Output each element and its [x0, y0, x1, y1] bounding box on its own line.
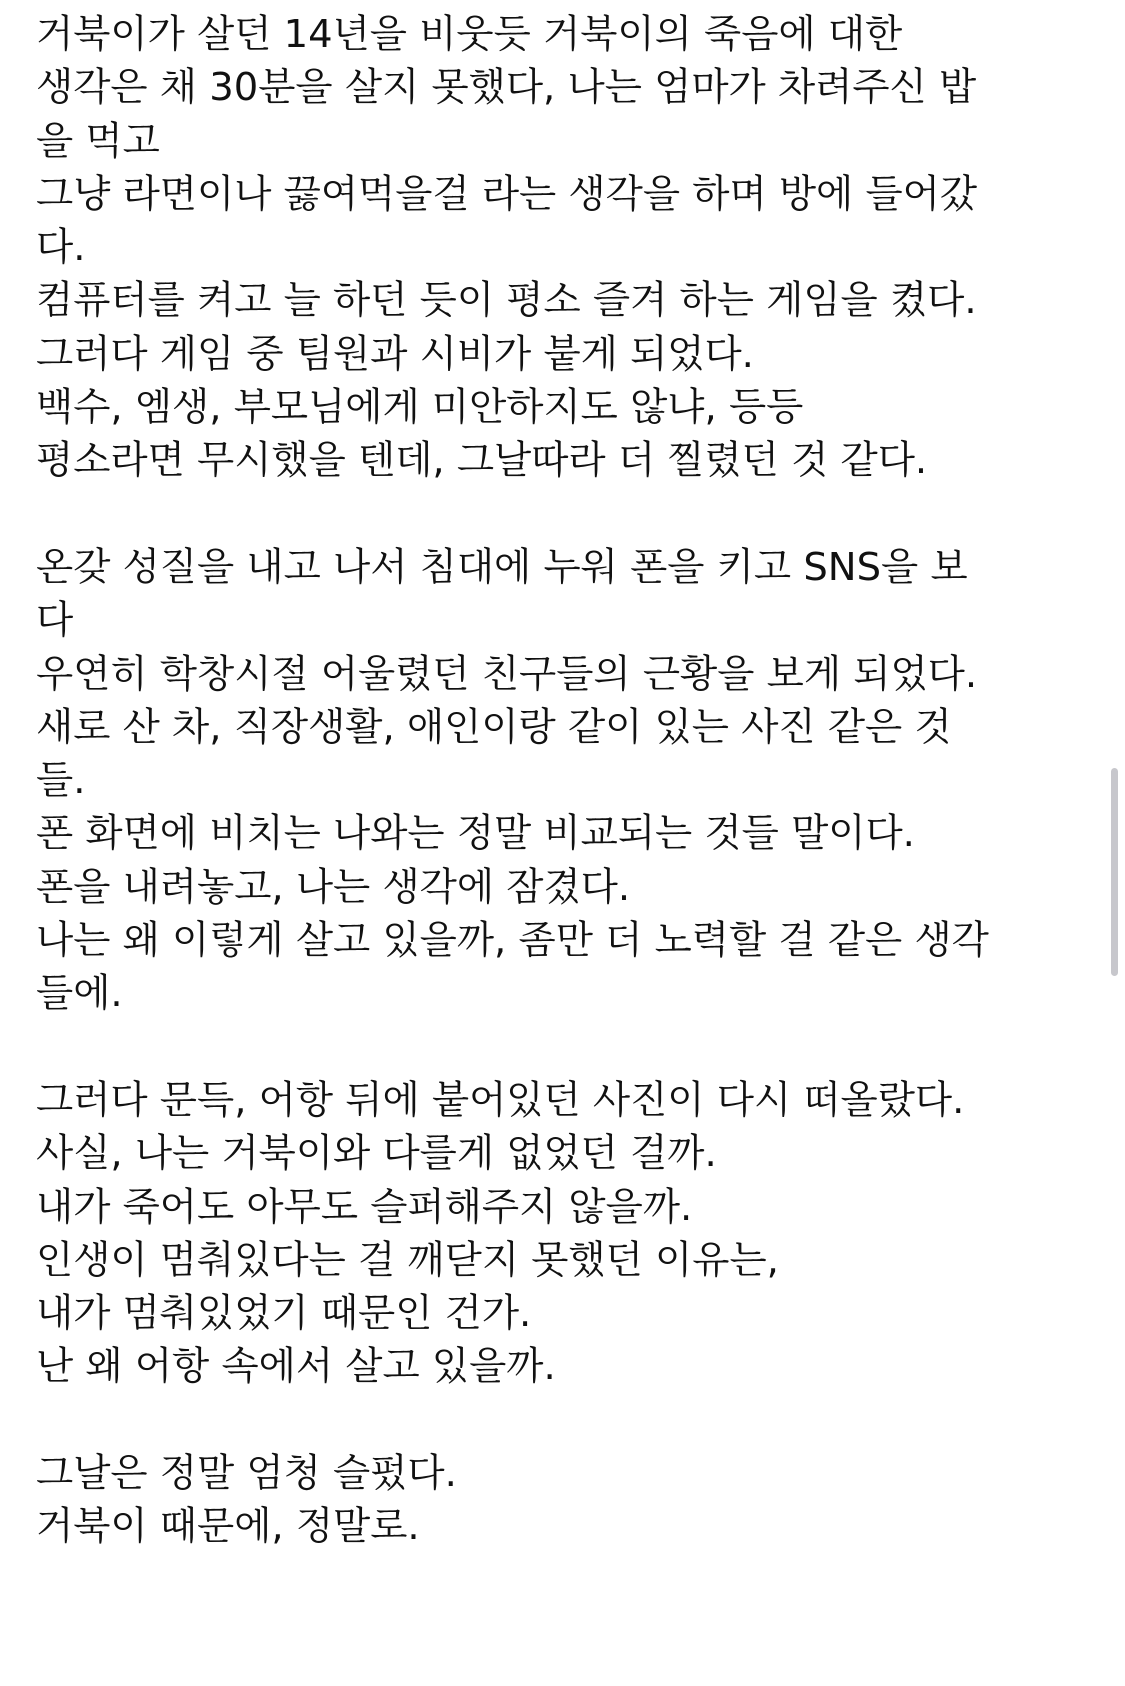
blank-line — [36, 1021, 1076, 1074]
note-line: 백수, 엠생, 부모님에게 미안하지도 않냐, 등등 — [36, 385, 804, 431]
note-line: 들. — [36, 758, 86, 804]
note-line: 내가 멈춰있었기 때문인 건가. — [36, 1291, 532, 1337]
note-line: 평소라면 무시했을 텐데, 그날따라 더 찔렸던 것 같다. — [36, 438, 928, 484]
note-line: 인생이 멈춰있다는 걸 깨닫지 못했던 이유는, — [36, 1237, 779, 1283]
note-line: 생각은 채 30분을 살지 못했다, 나는 엄마가 차려주신 밥 — [36, 65, 977, 111]
note-line: 내가 죽어도 아무도 슬퍼해주지 않을까. — [36, 1184, 693, 1230]
note-line: 새로 산 차, 직장생활, 애인이랑 같이 있는 사진 같은 것 — [36, 704, 952, 750]
note-line: 다 — [36, 598, 74, 644]
blank-line — [36, 488, 1076, 541]
note-line: 다. — [36, 225, 86, 271]
note-line: 난 왜 어항 속에서 살고 있을까. — [36, 1344, 556, 1390]
note-line: 을 먹고 — [36, 118, 160, 164]
note-line: 사실, 나는 거북이와 다를게 없었던 걸까. — [36, 1131, 717, 1177]
note-line: 폰을 내려놓고, 나는 생각에 잠겼다. — [36, 864, 631, 910]
blank-line — [36, 1394, 1076, 1447]
note-line: 들에. — [36, 971, 123, 1017]
vertical-scrollbar[interactable] — [1111, 768, 1118, 976]
note-line: 거북이가 살던 14년을 비웃듯 거북이의 죽음에 대한 — [36, 12, 903, 57]
note-line: 거북이 때문에, 정말로. — [36, 1504, 420, 1550]
note-line: 컴퓨터를 켜고 늘 하던 듯이 평소 즐겨 하는 게임을 켰다. — [36, 278, 977, 324]
note-line: 온갖 성질을 내고 나서 침대에 누워 폰을 키고 SNS을 보 — [36, 544, 968, 590]
note-line: 그러다 문득, 어항 뒤에 붙어있던 사진이 다시 떠올랐다. — [36, 1077, 965, 1123]
note-line: 폰 화면에 비치는 나와는 정말 비교되는 것들 말이다. — [36, 811, 915, 857]
note-line: 그냥 라면이나 끓여먹을걸 라는 생각을 하며 방에 들어갔 — [36, 171, 978, 217]
note-line: 나는 왜 이렇게 살고 있을까, 좀만 더 노력할 걸 같은 생각 — [36, 918, 989, 964]
note-line: 그러다 게임 중 팀원과 시비가 붙게 되었다. — [36, 331, 754, 377]
note-line: 우연히 학창시절 어울렸던 친구들의 근황을 보게 되었다. — [36, 651, 978, 697]
note-line: 그날은 정말 엄청 슬펐다. — [36, 1451, 457, 1497]
note-body[interactable] — [36, 8, 1076, 1554]
